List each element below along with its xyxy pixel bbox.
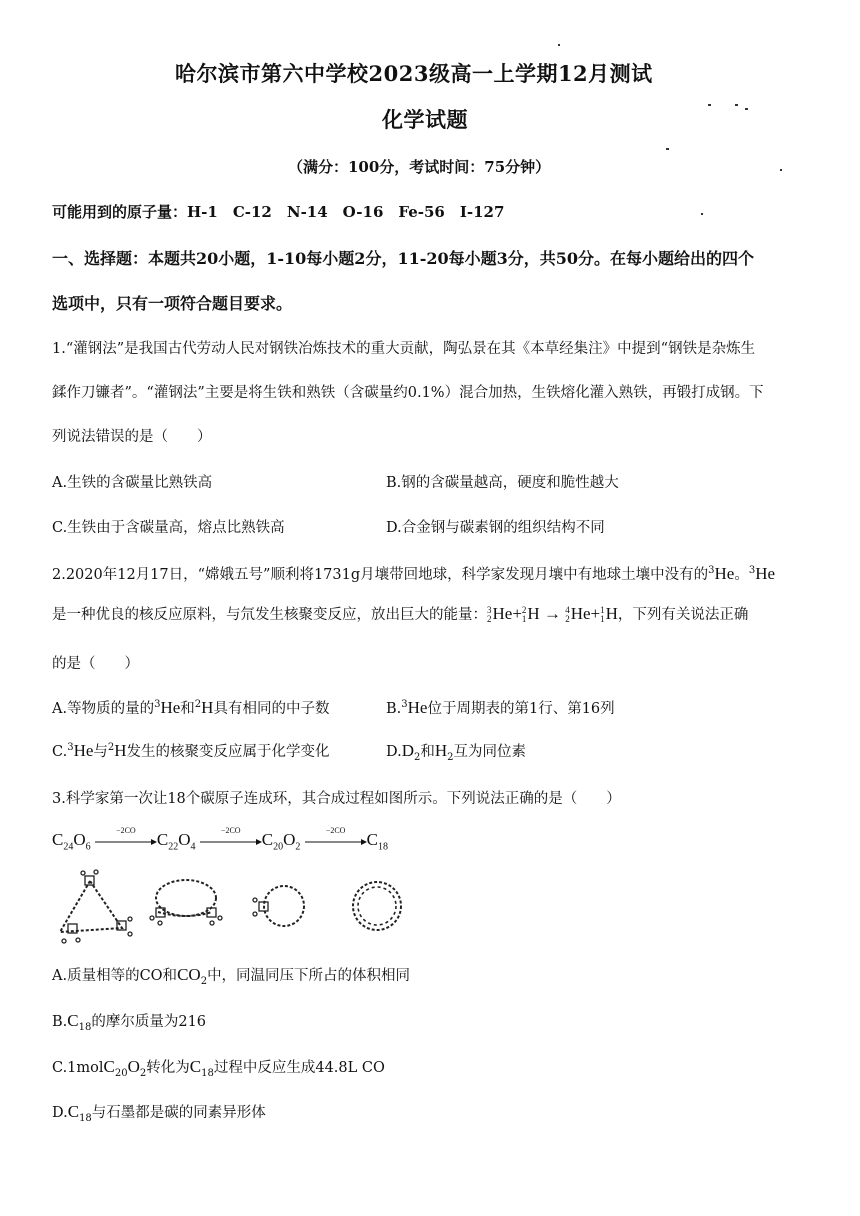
carbon-symbol: C xyxy=(189,1057,202,1076)
subscript: 20 xyxy=(114,1067,128,1079)
hydrogen-symbol: H xyxy=(114,741,127,760)
fusion-equation xyxy=(487,604,618,623)
formula-symbol: O xyxy=(178,830,191,849)
scan-speck xyxy=(735,104,738,106)
option-text: D. xyxy=(52,1105,68,1121)
q1-option-d: D.合金钢与碳素钢的组织结构不同 xyxy=(386,520,605,536)
scan-speck xyxy=(666,148,669,150)
reaction-arrow xyxy=(200,826,262,850)
subscript: 4 xyxy=(190,841,196,853)
plus-sign: + xyxy=(512,604,522,623)
proton-number: 2 xyxy=(487,614,492,625)
q3-option-d xyxy=(52,1101,266,1124)
plus-sign: + xyxy=(590,604,601,623)
option-text: 互为同位素 xyxy=(453,744,527,760)
q1-option-a: A.生铁的含碳量比熟铁高 xyxy=(52,475,213,491)
q2-line2-text: 是一种优良的核反应原料，与氘发生核聚变反应，放出巨大的能量： xyxy=(52,607,487,623)
arrow-label: −2CO xyxy=(325,826,346,836)
q1-line1: 1.“灌钢法”是我国古代劳动人民对钢铁冶炼技术的重大贡献，陶弘景在其《本草经集注》中提到“钢铁是杂炼生 xyxy=(52,341,756,357)
q2-line1 xyxy=(52,563,775,584)
helium-symbol: He xyxy=(160,698,181,717)
mass-number: 3 xyxy=(67,742,74,754)
option-text: 和 xyxy=(180,701,195,717)
option-text: 位于周期表的第1行、第16列 xyxy=(427,701,615,717)
q1-option-c: C.生铁由于含碳量高，熔点比熟铁高 xyxy=(52,520,285,536)
formula-symbol: C xyxy=(156,830,169,849)
option-text: 与 xyxy=(93,744,108,760)
formula-symbol: C xyxy=(52,830,64,849)
section-heading-line1: 一、选择题：本题共20小题，1-10每小题2分，11-20每小题3分，共50分。在每小题给出的四个 xyxy=(52,249,755,268)
option-text: B. xyxy=(52,1014,68,1030)
co2-formula: CO xyxy=(177,965,201,984)
oxygen-symbol: O xyxy=(127,1057,140,1076)
subscript: 6 xyxy=(85,841,91,853)
element-symbol: H xyxy=(527,604,540,623)
option-text: 的摩尔质量为216 xyxy=(91,1014,207,1030)
option-text: 和 xyxy=(420,744,435,760)
c24o6-structure-icon xyxy=(60,870,132,943)
nucleon-number: 2 xyxy=(521,605,527,616)
formula-symbol: O xyxy=(73,830,86,849)
proton-number: 1 xyxy=(521,614,527,625)
section-heading-line2: 选项中，只有一项符合题目要求。 xyxy=(52,294,293,313)
c18-ring-structure-icon xyxy=(353,882,401,930)
nucleon-number: 3 xyxy=(487,605,492,616)
subscript: 18 xyxy=(201,1067,214,1079)
option-text: C.1mol xyxy=(52,1060,104,1076)
hydrogen-symbol: H xyxy=(434,741,448,760)
option-text: 中，同温同压下所占的体积相同 xyxy=(207,968,411,984)
exam-subtitle: 化学试题 xyxy=(382,107,468,132)
q3-option-a xyxy=(52,964,410,987)
carbon-ring-diagram xyxy=(52,868,432,948)
option-text: 过程中反应生成44.8L CO xyxy=(213,1060,385,1076)
option-text: C. xyxy=(52,744,68,760)
formula-symbol: C xyxy=(261,830,274,849)
hydrogen-symbol: H xyxy=(201,698,214,717)
formula-symbol: C xyxy=(366,830,378,849)
subscript: 20 xyxy=(273,841,284,853)
subscript: 22 xyxy=(168,841,179,853)
scan-speck xyxy=(745,108,748,110)
carbon-symbol: C xyxy=(67,1011,79,1030)
mass-number: 3 xyxy=(708,565,715,577)
period-mark: 。 xyxy=(734,567,749,583)
c20o2-structure-icon xyxy=(253,886,304,926)
q2-line3: 的是（ ） xyxy=(52,656,139,672)
q2-line2 xyxy=(52,603,748,624)
option-text: 具有相同的中子数 xyxy=(213,701,330,717)
q2-option-a xyxy=(52,697,329,718)
arrow-icon xyxy=(200,838,262,846)
scan-speck xyxy=(558,44,560,46)
option-text: B. xyxy=(386,701,402,717)
c22o4-structure-icon xyxy=(150,880,222,925)
carbon-symbol: C xyxy=(103,1057,115,1076)
option-text: 发生的核聚变反应属于化学变化 xyxy=(126,744,330,760)
element-symbol: H xyxy=(605,604,618,623)
subscript: 18 xyxy=(377,841,388,853)
proton-number: 2 xyxy=(565,614,570,625)
q1-line3: 列说法错误的是（ ） xyxy=(52,429,212,445)
subscript: 2 xyxy=(414,751,421,763)
arrow-label: −2CO xyxy=(116,826,136,836)
option-text: D. xyxy=(386,744,402,760)
q3-option-c xyxy=(52,1056,385,1079)
mass-number: 3 xyxy=(401,699,408,711)
subscript: 24 xyxy=(63,841,74,853)
helium-symbol: He xyxy=(755,564,776,583)
scan-speck xyxy=(701,213,703,215)
arrow-label: −2CO xyxy=(220,826,241,836)
helium-symbol: He xyxy=(73,741,94,760)
formula-symbol: O xyxy=(283,830,296,849)
mass-number: 2 xyxy=(107,742,115,754)
reaction-arrow-icon: → xyxy=(539,604,566,623)
reaction-scheme xyxy=(52,826,388,853)
q2-option-d xyxy=(386,740,526,763)
mass-number: 3 xyxy=(154,699,161,711)
element-symbol: He xyxy=(570,604,591,623)
option-text: 与石墨都是碳的同素异形体 xyxy=(91,1105,266,1121)
subscript: 2 xyxy=(295,841,301,853)
mass-number: 3 xyxy=(748,565,756,577)
element-symbol: He xyxy=(492,604,513,623)
nucleon-number: 4 xyxy=(565,605,570,616)
scan-speck xyxy=(780,169,782,171)
exam-info: （满分：100分，考试时间：75分钟） xyxy=(288,158,551,176)
subscript: 18 xyxy=(78,1021,92,1033)
q2-option-b xyxy=(386,697,615,718)
exam-title: 哈尔滨市第六中学校2023级高一上学期12月测试 xyxy=(175,61,653,86)
proton-number: 1 xyxy=(600,614,605,625)
arrow-icon xyxy=(95,838,157,846)
q1-line2: 鍒作刀镰者”。“灌钢法”主要是将生铁和熟铁（含碳量约0.1%）混合加热，生铁熔化灌入熟铁，再锻打成钢。下 xyxy=(52,385,764,401)
subscript: 2 xyxy=(447,751,454,763)
helium-symbol: He xyxy=(407,698,428,717)
q2-line2-tail: ，下列有关说法正确 xyxy=(617,607,749,623)
option-text: 转化为 xyxy=(146,1060,190,1076)
subscript: 2 xyxy=(200,975,208,987)
q3-option-b xyxy=(52,1010,206,1033)
mass-number: 2 xyxy=(194,699,202,711)
option-text: A.质量相等的CO和 xyxy=(52,968,178,984)
option-text: A.等物质的量的 xyxy=(52,701,155,717)
q2-line1-text: 2.2020年12月17日，“嫦娥五号”顺利将1731g月壤带回地球，科学家发现月壤中有地球土壤中没有的 xyxy=(52,567,709,583)
reaction-arrow xyxy=(305,826,367,850)
carbon-symbol: C xyxy=(67,1102,80,1121)
helium-symbol: He xyxy=(714,564,735,583)
q1-option-b: B.钢的含碳量越高，硬度和脆性越大 xyxy=(386,475,619,491)
q3-line1: 3.科学家第一次让18个碳原子连成环，其合成过程如图所示。下列说法正确的是（ ） xyxy=(52,791,621,807)
subscript: 18 xyxy=(79,1112,92,1124)
nucleon-number: 1 xyxy=(600,605,605,616)
scan-speck xyxy=(708,104,711,106)
atomic-masses: 可能用到的原子量：H-1 C-12 N-14 O-16 Fe-56 I-127 xyxy=(52,203,505,221)
reaction-arrow xyxy=(95,826,157,850)
subscript: 2 xyxy=(139,1067,147,1079)
arrow-icon xyxy=(305,838,367,846)
q2-option-c xyxy=(52,740,330,761)
deuterium-symbol: D xyxy=(401,741,414,760)
